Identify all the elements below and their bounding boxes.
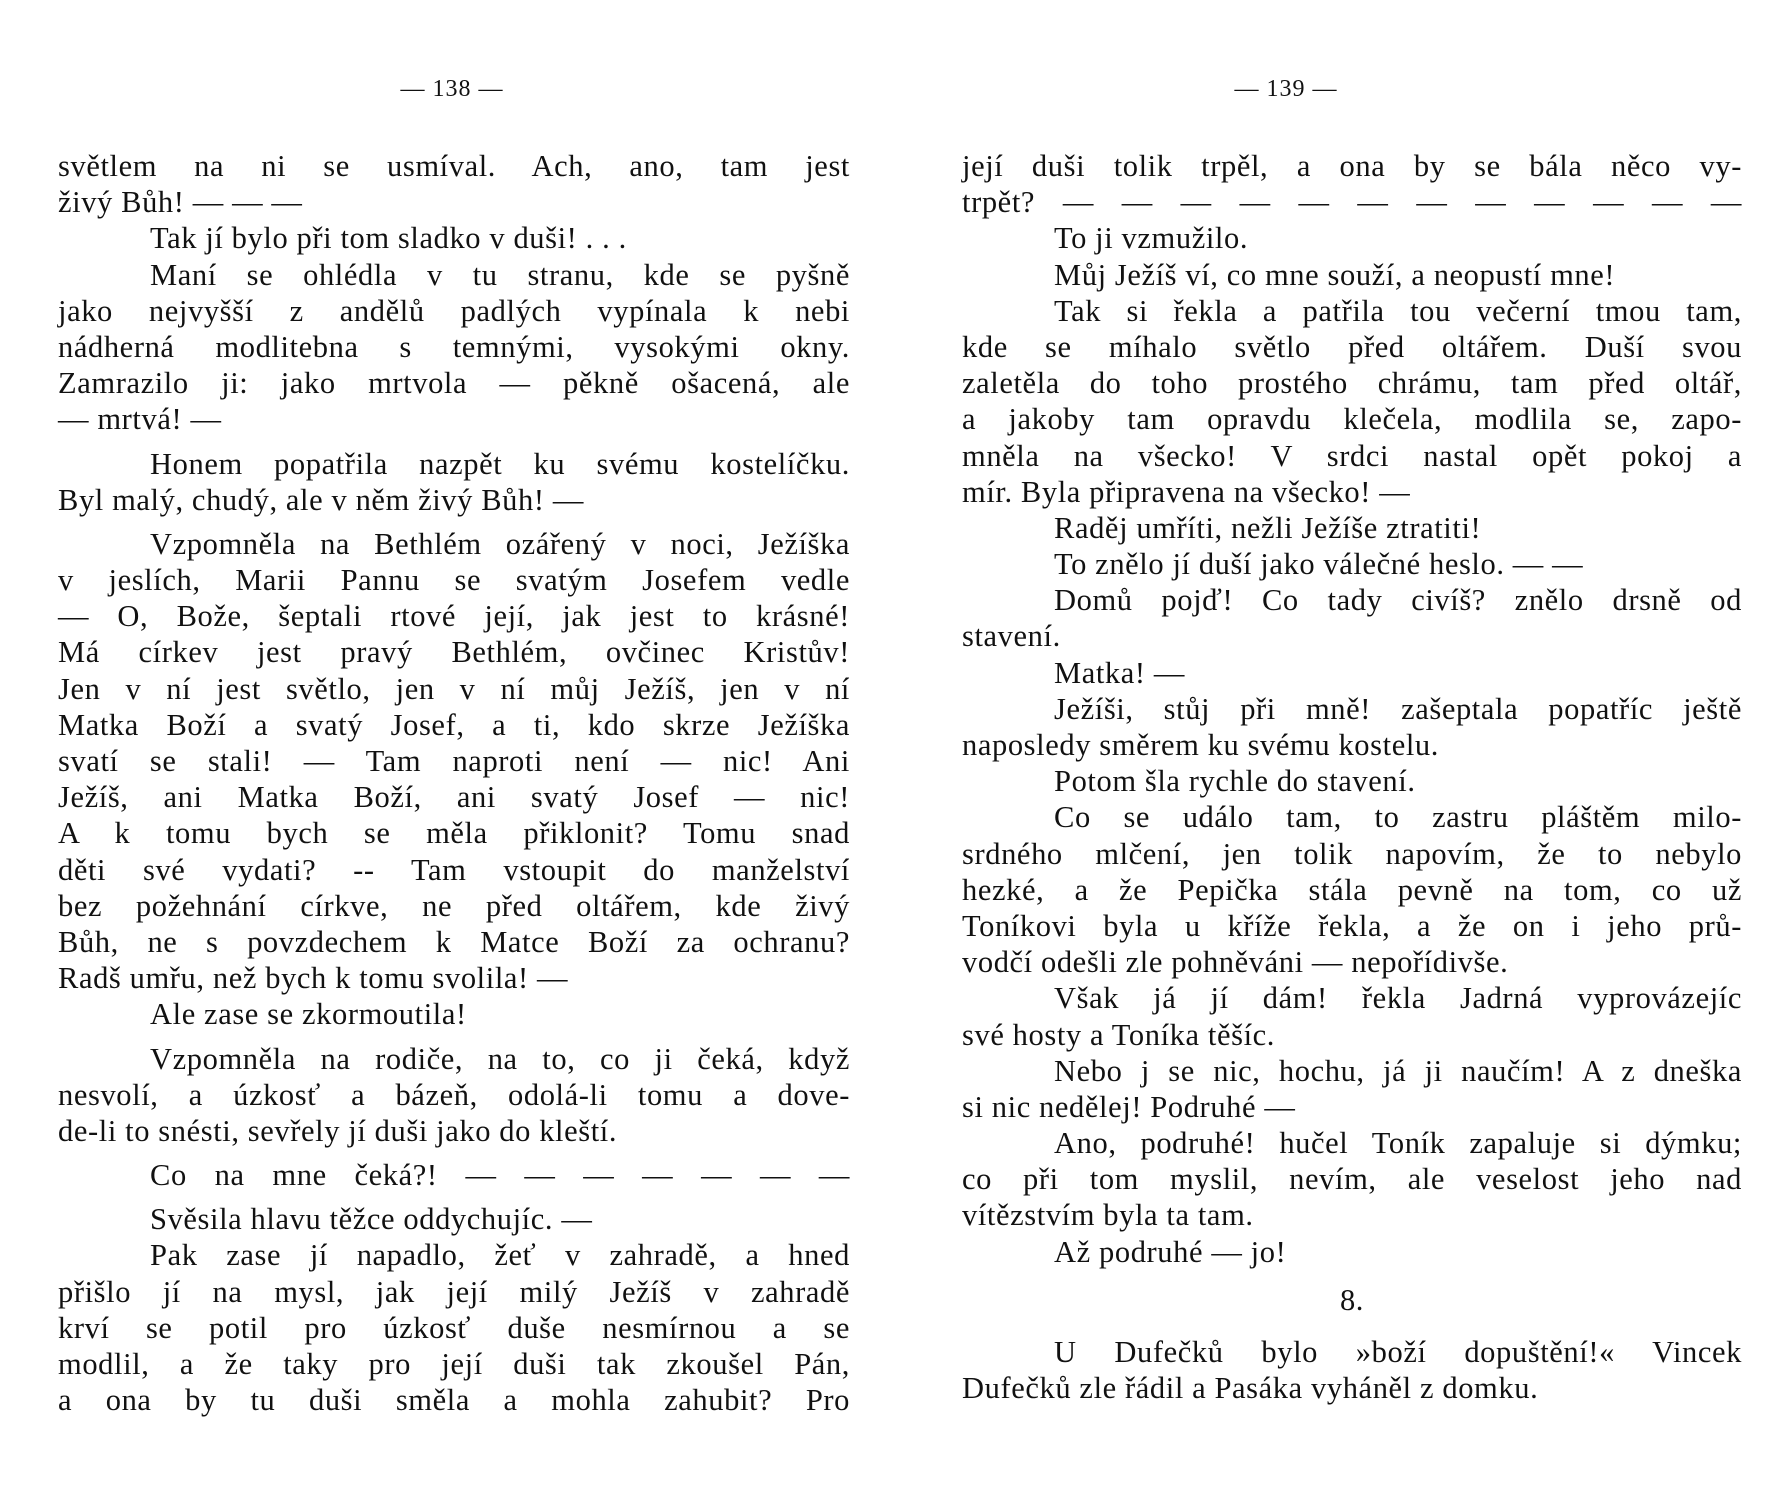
text-line: U Dufečků bylo »boží dopuštění!« Vincek: [1054, 1334, 1742, 1369]
text-line: Bůh, ne s povzdechem k Matce Boží za ochranu?: [58, 924, 850, 959]
text-line: Toníkovi byla u kříže řekla, a že on i jeho prů-: [962, 908, 1742, 943]
text-line: stavení.: [962, 619, 1061, 654]
text-line: Pak zase jí napadlo, žeť v zahradě, a hned: [150, 1238, 850, 1273]
text-line: Dufečků zle řádil a Pasáka vyháněl z domku.: [962, 1371, 1539, 1405]
text-line: A k tomu bych se měla přiklonit? Tomu snad: [58, 816, 850, 851]
text-line: Co na mne čeká?! — — — — — — —: [150, 1158, 850, 1193]
text-line: Matka! —: [1054, 655, 1185, 690]
text-line: trpět? — — — — — — — — — — — —: [962, 185, 1742, 220]
text-line: — mrtvá! —: [58, 402, 222, 437]
text-line: Však já jí dám! řekla Jadrná vyprovázejíc: [1054, 981, 1742, 1016]
text-line: Můj Ježíš ví, co mne souží, a neopustí mne!: [1054, 257, 1616, 292]
text-line: světlem na ni se usmíval. Ach, ano, tam jest: [58, 149, 850, 183]
page-text: [58, 148, 850, 1418]
text-line: Ale zase se zkormoutila!: [150, 997, 467, 1032]
text-line: živý Bůh! — — —: [58, 185, 303, 220]
text-line: Radš umřu, než bych k tomu svolila! —: [58, 961, 569, 996]
text-line: krví se potil pro úzkosť duše nesmírnou a se: [58, 1310, 850, 1345]
text-line: přišlo jí na mysl, jak její milý Ježíš v zahradě: [58, 1274, 850, 1309]
text-line: své hosty a Toníka těšíc.: [962, 1017, 1276, 1052]
text-line: Tak si řekla a patřila tou večerní tmou tam,: [1054, 293, 1742, 328]
page-text: [962, 148, 1742, 1406]
page-number: — 138 —: [400, 76, 504, 102]
text-line: co při tom myslil, nevím, ale veselost jeho nad: [962, 1162, 1742, 1197]
text-line: Vzpomněla na Bethlém ozářený v noci, Ježíška: [150, 526, 850, 561]
text-line: jako nejvyšší z andělů padlých vypínala k nebi: [58, 293, 850, 328]
text-line: Jen v ní jest světlo, jen v ní můj Ježíš, jen v ní: [58, 671, 850, 706]
text-line: kde se míhalo světlo před oltářem. Duší svou: [962, 329, 1742, 364]
text-line: Byl malý, chudý, ale v něm živý Bůh! —: [58, 482, 584, 517]
text-line: Co se událo tam, to zastru pláštěm milo-: [1054, 800, 1742, 835]
text-line: Vzpomněla na rodiče, na to, co ji čeká, když: [150, 1041, 850, 1076]
page-number: — 139 —: [1234, 76, 1338, 102]
text-line: nádherná modlitebna s temnými, vysokými okny.: [58, 329, 850, 364]
text-line: nesvolí, a úzkosť a bázeň, odolá-li tomu a dove-: [58, 1077, 850, 1112]
text-line: a ona by tu duši směla a mohla zahubit? Pro: [58, 1383, 850, 1418]
text-line: To ji vzmužilo.: [1054, 221, 1249, 256]
text-line: modlil, a že taky pro její duši tak zkoušel Pán,: [58, 1347, 850, 1381]
text-line: hezké, a že Pepička stála pevně na tom, co už: [962, 872, 1742, 907]
text-line: Tak jí bylo při tom sladko v duši! . . .: [150, 221, 627, 256]
text-line: naposledy směrem ku svému kostelu.: [962, 728, 1439, 762]
text-line: To znělo jí duší jako válečné heslo. — —: [1054, 547, 1584, 582]
text-line: Ježíš, ani Matka Boží, ani svatý Josef — nic!: [58, 780, 850, 815]
text-line: Nebo j se nic, hochu, já ji naučím! A z dneška: [1054, 1053, 1742, 1088]
text-line: a jakoby tam opravdu klečela, modlila se, zapo-: [962, 402, 1742, 437]
text-line: její duši tolik trpěl, a ona by se bála něco vy-: [962, 149, 1742, 183]
text-line: Potom šla rychle do stavení.: [1054, 764, 1416, 799]
text-line: si nic nedělej! Podruhé —: [962, 1089, 1296, 1124]
text-line: Raděj umříti, nežli Ježíše ztratiti!: [1054, 510, 1482, 545]
text-line: Matka Boží a svatý Josef, a ti, kdo skrze Ježíška: [58, 707, 850, 742]
text-line: Maní se ohlédla v tu stranu, kde se pyšně: [150, 257, 850, 292]
right-page: [962, 0, 1742, 1500]
text-line: svatí se stali! — Tam naproti není — nic! Ani: [58, 744, 850, 778]
text-line: Svěsila hlavu těžce oddychujíc. —: [150, 1202, 593, 1237]
text-line: Ježíši, stůj při mně! zašeptala popatříc ještě: [1054, 691, 1742, 726]
text-line: zaletěla do toho prostého chrámu, tam před oltář,: [962, 366, 1742, 401]
text-line: Honem popatřila nazpět ku svému kostelíčku.: [150, 446, 850, 481]
text-line: bez požehnání církve, ne před oltářem, kde živý: [58, 888, 850, 923]
text-line: srdného mlčení, jen tolik napovím, že to nebylo: [962, 836, 1742, 871]
text-line: de-li to snésti, sevřely jí duši jako do kleští.: [58, 1113, 618, 1148]
text-line: v jeslích, Marii Pannu se svatým Josefem vedle: [58, 563, 850, 598]
left-page: [58, 0, 850, 1500]
text-line: Zamrazilo ji: jako mrtvola — pěkně ošacená, ale: [58, 366, 850, 401]
text-line: mněla na všecko! V srdci nastal opět pokoj a: [962, 438, 1742, 473]
chapter-number: 8.: [1339, 1282, 1365, 1317]
text-line: Až podruhé — jo!: [1054, 1234, 1287, 1269]
text-line: děti své vydati? -- Tam vstoupit do manželství: [58, 852, 850, 887]
text-line: Má církev jest pravý Bethlém, ovčinec Kristův!: [58, 635, 850, 670]
text-line: vítězstvím byla ta tam.: [962, 1198, 1254, 1233]
text-line: Domů pojď! Co tady civíš? znělo drsně od: [1054, 583, 1742, 618]
text-line: Ano, podruhé! hučel Toník zapaluje si dýmku;: [1054, 1126, 1742, 1161]
text-line: — O, Bože, šeptali rtové její, jak jest to krásné!: [58, 599, 850, 634]
text-line: vodčí odešli zle pohněváni — nepořídivše.: [962, 945, 1509, 980]
text-line: mír. Byla připravena na všecko! —: [962, 474, 1411, 509]
